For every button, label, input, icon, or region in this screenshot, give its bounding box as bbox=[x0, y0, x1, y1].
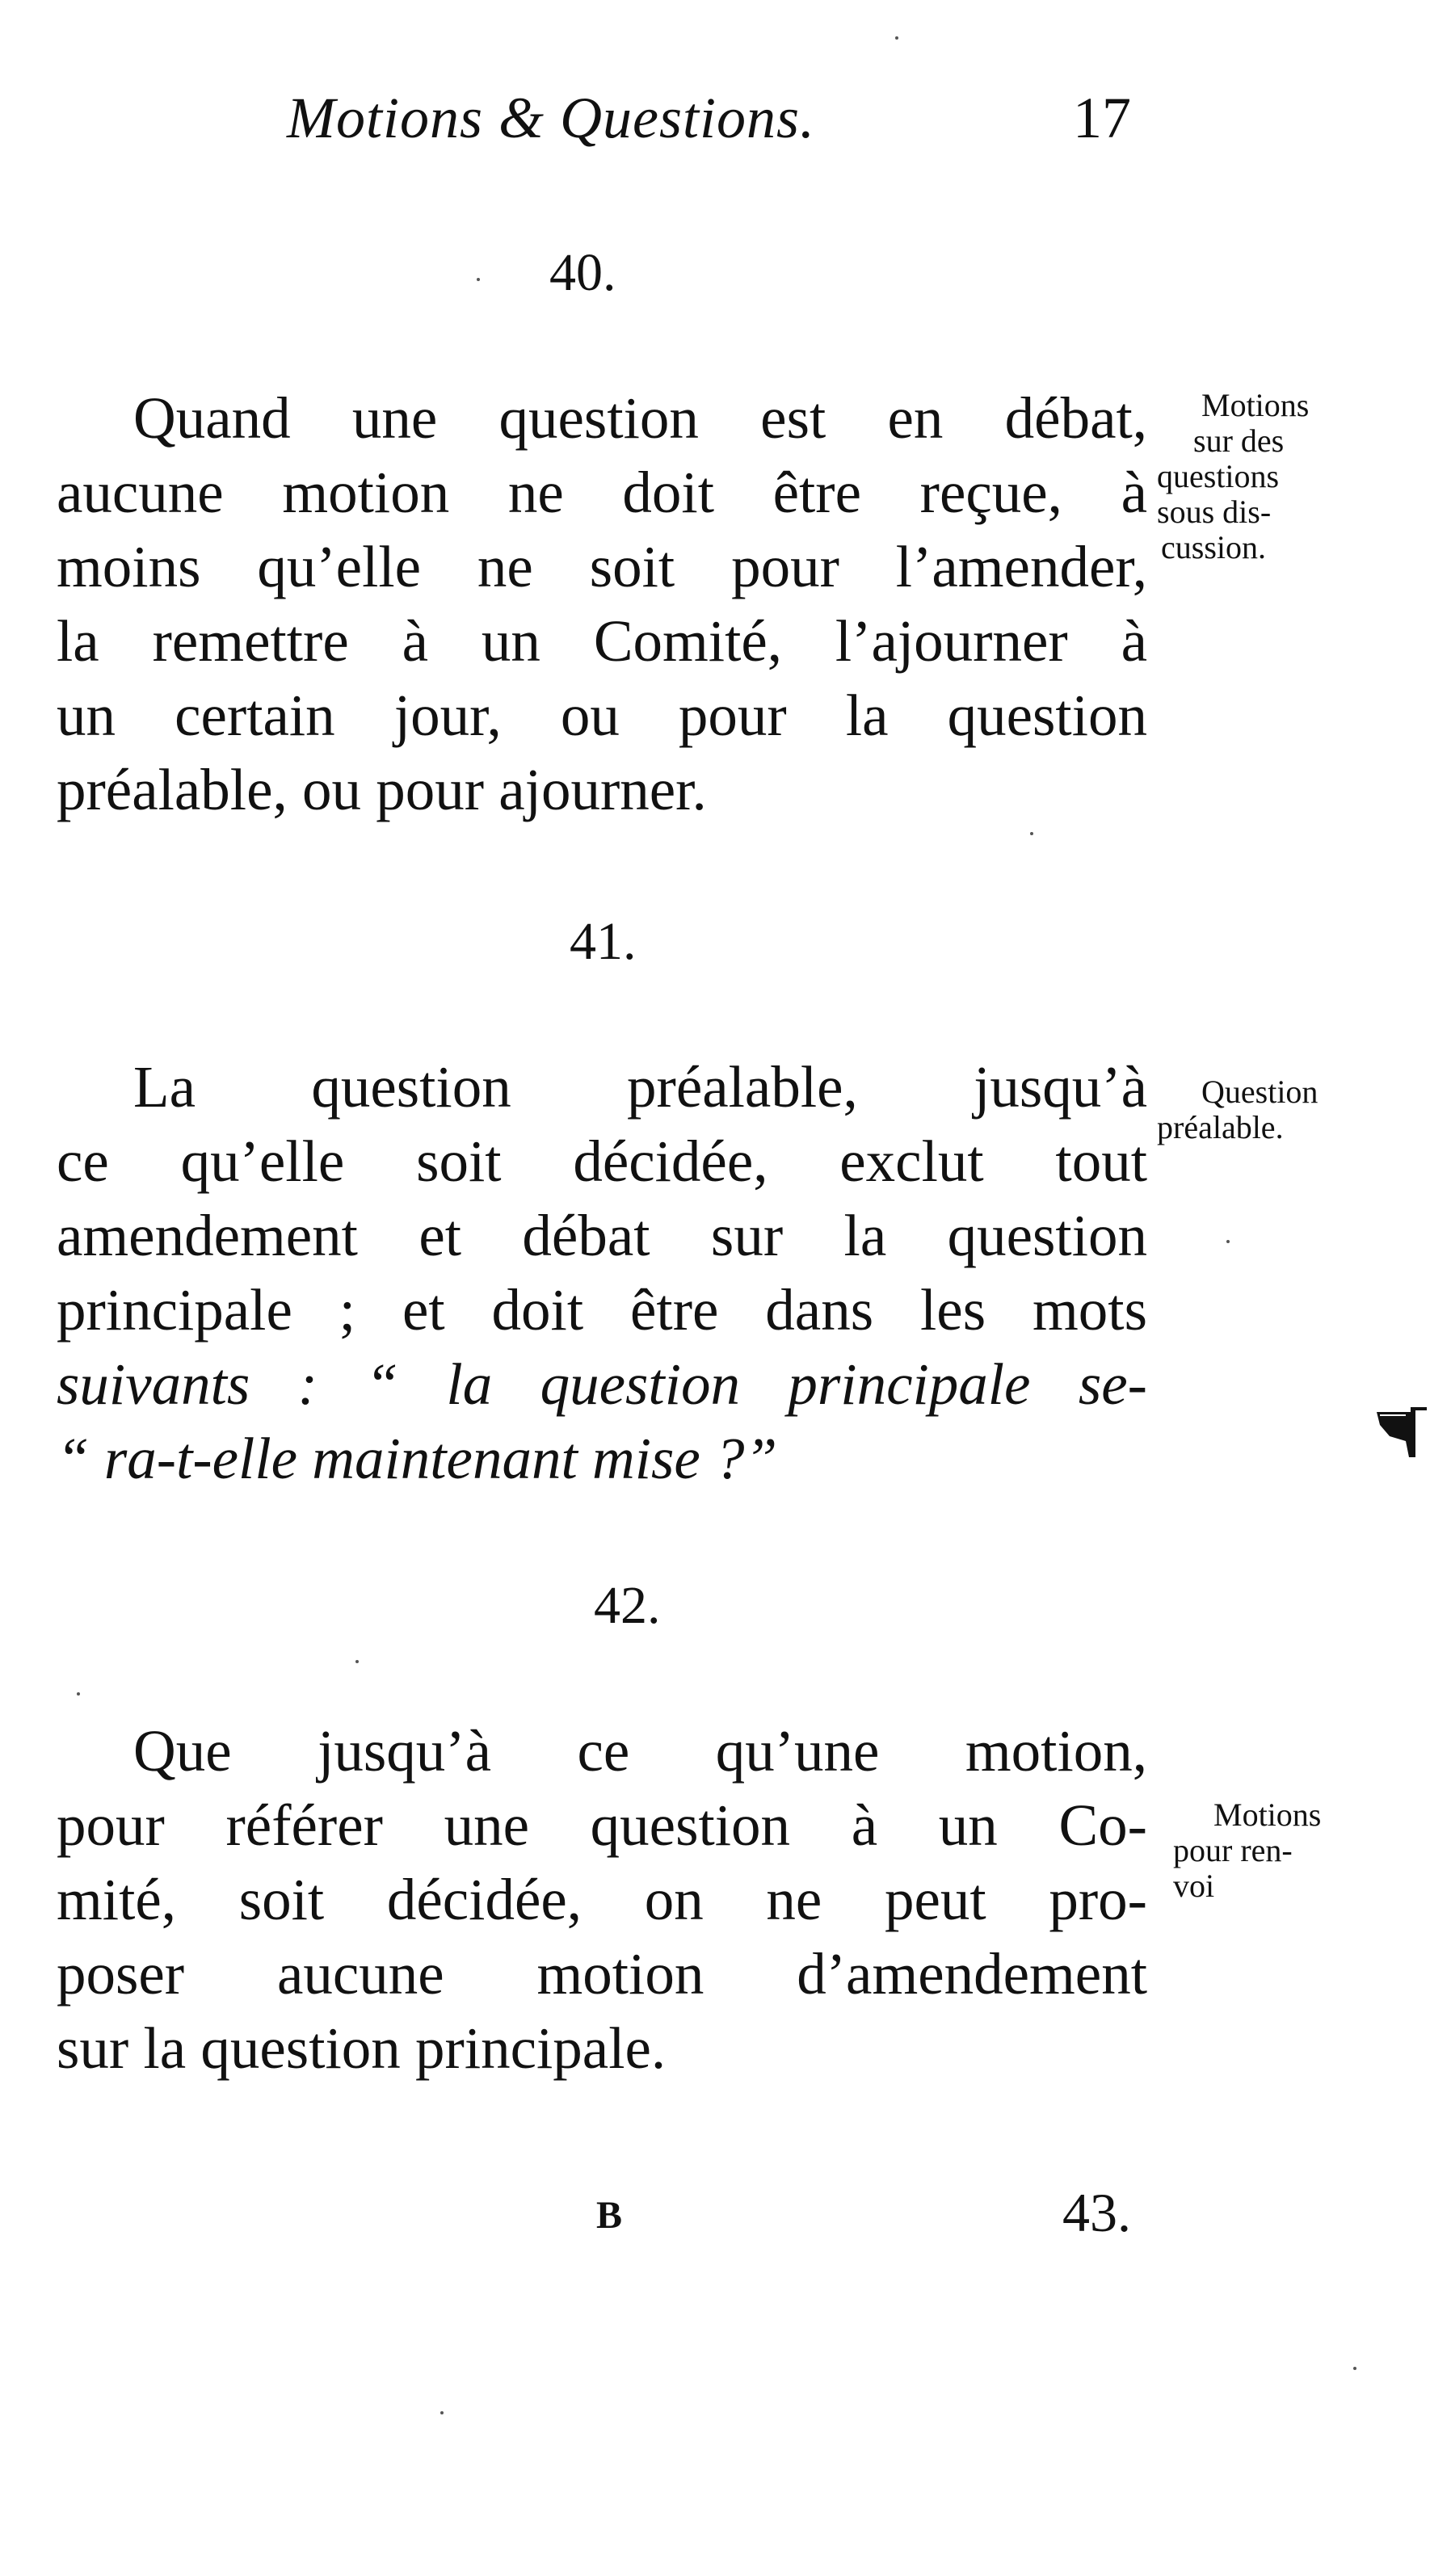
scan-speck bbox=[1030, 832, 1033, 835]
signature-mark: B bbox=[596, 2194, 623, 2237]
text-line: La question préalable, jusqu’à bbox=[133, 1054, 1147, 1120]
text-line: suivants : “ la question principale se- bbox=[57, 1351, 1147, 1417]
text-line: “ ra-t-elle maintenant mise ?” bbox=[57, 1426, 778, 1491]
running-title: Motions & Questions. bbox=[287, 86, 816, 150]
margin-note-41: Question préalable. bbox=[1157, 1074, 1319, 1145]
scan-speck bbox=[77, 1692, 80, 1696]
text-line: poser aucune motion d’amendement bbox=[57, 1941, 1147, 2007]
scan-speck bbox=[895, 36, 898, 40]
text-line: sur la question principale. bbox=[57, 2015, 667, 2081]
scan-speck bbox=[1353, 2367, 1356, 2370]
text-line: amendement et débat sur la question bbox=[57, 1203, 1147, 1268]
scan-speck bbox=[477, 278, 480, 281]
article-40-text bbox=[57, 381, 1147, 827]
article-number: 41. bbox=[570, 912, 637, 971]
text-line: un certain jour, ou pour la question bbox=[57, 683, 1147, 748]
page-number: 17 bbox=[1073, 86, 1131, 150]
catchword: 43. bbox=[1062, 2182, 1131, 2243]
text-line: ce qu’elle soit décidée, exclut tout bbox=[57, 1128, 1147, 1194]
scan-speck bbox=[1226, 1240, 1230, 1243]
article-42-text bbox=[57, 1714, 1147, 2086]
pointing-hand-icon bbox=[1373, 1404, 1430, 1460]
article-number: 40. bbox=[549, 243, 616, 302]
article-number: 42. bbox=[594, 1576, 661, 1635]
text-line: la remettre à un Comité, l’ajourner à bbox=[57, 608, 1147, 674]
text-line: moins qu’elle ne soit pour l’amender, bbox=[57, 534, 1147, 599]
text-line: pour référer une question à un Co- bbox=[57, 1792, 1147, 1858]
text-line: Que jusqu’à ce qu’une motion, bbox=[133, 1718, 1147, 1784]
article-41-text bbox=[57, 1050, 1147, 1496]
text-line: aucune motion ne doit être reçue, à bbox=[57, 460, 1147, 525]
text-line: mité, soit décidée, on ne peut pro- bbox=[57, 1867, 1147, 1932]
margin-note-42: Motions pour ren- voi bbox=[1173, 1796, 1322, 1904]
text-line: préalable, ou pour ajourner. bbox=[57, 757, 707, 822]
scan-speck bbox=[355, 1660, 359, 1663]
margin-note-40: Motions sur des questions sous dis- cussion. bbox=[1157, 387, 1310, 565]
text-line: Quand une question est en débat, bbox=[133, 385, 1147, 451]
scan-speck bbox=[440, 2411, 444, 2414]
text-line: principale ; et doit être dans les mots bbox=[57, 1277, 1147, 1343]
